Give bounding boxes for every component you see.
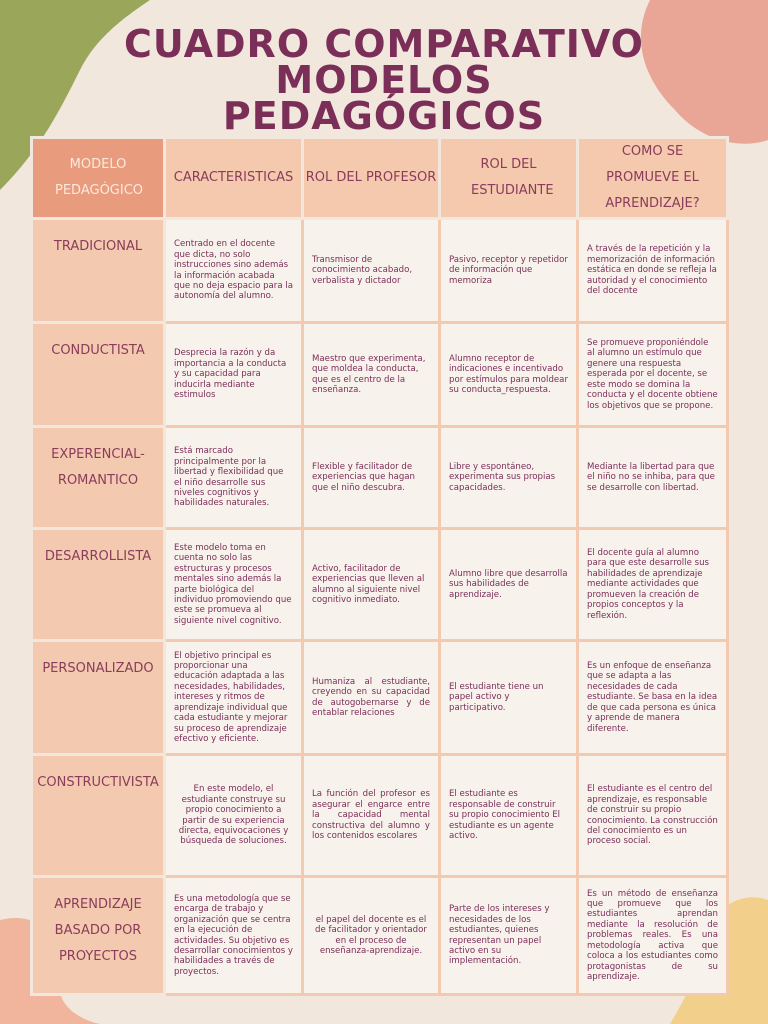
row-label: TRADICIONAL [32,219,165,323]
cell-caracteristicas: Está marcado principalmente por la libertad y flexibilidad que el niño desarrolle sus niveles cognitivos y habilidades naturales. [165,427,303,529]
row-label: PERSONALIZADO [32,641,165,755]
table-row [32,219,728,323]
header-rol-estudiante: ROL DEL ESTUDIANTE [440,138,578,219]
cell-rol-estudiante: Alumno receptor de indicaciones e incentivado por estímulos para moldear su conducta_respuesta. [440,323,578,427]
cell-aprendizaje: Es un enfoque de enseñanza que se adapta a las necesidades de cada estudiante. Se basa en la idea de que cada persona es única y aprende de manera diferente. [578,641,728,755]
page-title [0,22,768,138]
cell-rol-profesor: La función del profesor es asegurar el engarce entre la capacidad mental constructiva del alumno y los contenidos escolares [303,755,440,877]
cell-rol-estudiante: El estudiante tiene un papel activo y participativo. [440,641,578,755]
cell-aprendizaje: A través de la repetición y la memorización de información estática en donde se refleja la autoridad y el conocimiento del docente [578,219,728,323]
cell-rol-estudiante: El estudiante es responsable de construir su propio conocimiento El estudiante es un agente activo. [440,755,578,877]
cell-aprendizaje: El docente guía al alumno para que este desarrolle sus habilidades de aprendizaje mediante actividades que promueven la creación de propios conceptos y la reflexión. [578,529,728,641]
title-line-1: CUADRO COMPARATIVO [124,22,644,66]
cell-rol-estudiante: Alumno libre que desarrolla sus habilidades de aprendizaje. [440,529,578,641]
header-modelo: MODELO PEDAGÓGICO [32,138,165,219]
row-label: DESARROLLISTA [32,529,165,641]
table-row [32,323,728,427]
row-label: CONSTRUCTIVISTA [32,755,165,877]
header-aprendizaje: COMO SE PROMUEVE EL APRENDIZAJE? [578,138,728,219]
cell-rol-profesor: Maestro que experimenta, que moldea la conducta, que es el centro de la enseñanza. [303,323,440,427]
cell-rol-profesor: Transmisor de conocimiento acabado, verbalista y dictador [303,219,440,323]
header-rol-profesor: ROL DEL PROFESOR [303,138,440,219]
cell-rol-profesor: Activo, facilitador de experiencias que lleven al alumno al siguiente nivel cognitivo inmediato. [303,529,440,641]
cell-caracteristicas: Desprecia la razón y da importancia a la conducta y su capacidad para inducirla mediante estimulos [165,323,303,427]
cell-rol-estudiante: Parte de los intereses y necesidades de los estudiantes, quienes representan un papel activo en su implementación. [440,877,578,995]
cell-aprendizaje: Mediante la libertad para que el niño no se inhiba, para que se desarrolle con libertad. [578,427,728,529]
cell-caracteristicas: Es una metodología que se encarga de trabajo y organización que se centra en la ejecución de actividades. Su objetivo es desarrollar conocimientos y habilidades a través de proyectos. [165,877,303,995]
cell-caracteristicas: Centrado en el docente que dicta, no solo instrucciones sino además la información acabada que no deja espacio para la autonomía del alumno. [165,219,303,323]
table-row [32,529,728,641]
table-header-row [32,138,728,219]
table-row [32,877,728,995]
cell-rol-profesor: Flexible y facilitador de experiencias que hagan que el niño descubra. [303,427,440,529]
table-row [32,755,728,877]
title-line-3: PEDAGÓGICOS [222,94,546,138]
table-row [32,641,728,755]
row-label: APRENDIZAJE BASADO POR PROYECTOS [32,877,165,995]
cell-aprendizaje: Es un método de enseñanza que promueve que los estudiantes aprendan mediante la resolución de problemas reales. Es una metodología activa que coloca a los estudiantes como protagonistas de su aprendizaje. [578,877,728,995]
title-line-2: MODELOS [275,58,493,102]
cell-rol-profesor: Humaniza al estudiante, creyendo en su capacidad de autogobernarse y de entablar relaciones [303,641,440,755]
row-label: CONDUCTISTA [32,323,165,427]
cell-rol-estudiante: Libre y espontáneo, experimenta sus propias capacidades. [440,427,578,529]
cell-aprendizaje: El estudiante es el centro del aprendizaje, es responsable de construir su propio conocimiento. La construcción del conocimiento es un proceso social. [578,755,728,877]
row-label: EXPERENCIAL-ROMANTICO [32,427,165,529]
cell-rol-profesor: el papel del docente es el de facilitador y orientador en el proceso de enseñanza-aprendizaje. [303,877,440,995]
cell-caracteristicas: Este modelo toma en cuenta no solo las estructuras y procesos mentales sino además la parte biológica del individuo promoviendo que este se promueva al siguiente nivel cognitivo. [165,529,303,641]
header-caracteristicas: CARACTERISTICAS [165,138,303,219]
cell-aprendizaje: Se promueve proponiéndole al alumno un estímulo que genere una respuesta esperada por el docente, se este modo se domina la conducta y el docente obtiene los objetivos que se propone. [578,323,728,427]
cell-caracteristicas: En este modelo, el estudiante construye su propio conocimiento a partir de su experiencia directa, equivocaciones y búsqueda de soluciones. [165,755,303,877]
comparison-table [30,136,729,996]
cell-caracteristicas: El objetivo principal es proporcionar una educación adaptada a las necesidades, habilidades, intereses y ritmos de aprendizaje individual que cada estudiante y mejorar su proceso de aprendizaje efectivo y eficiente. [165,641,303,755]
cell-rol-estudiante: Pasivo, receptor y repetidor de información que memoriza [440,219,578,323]
table-row [32,427,728,529]
